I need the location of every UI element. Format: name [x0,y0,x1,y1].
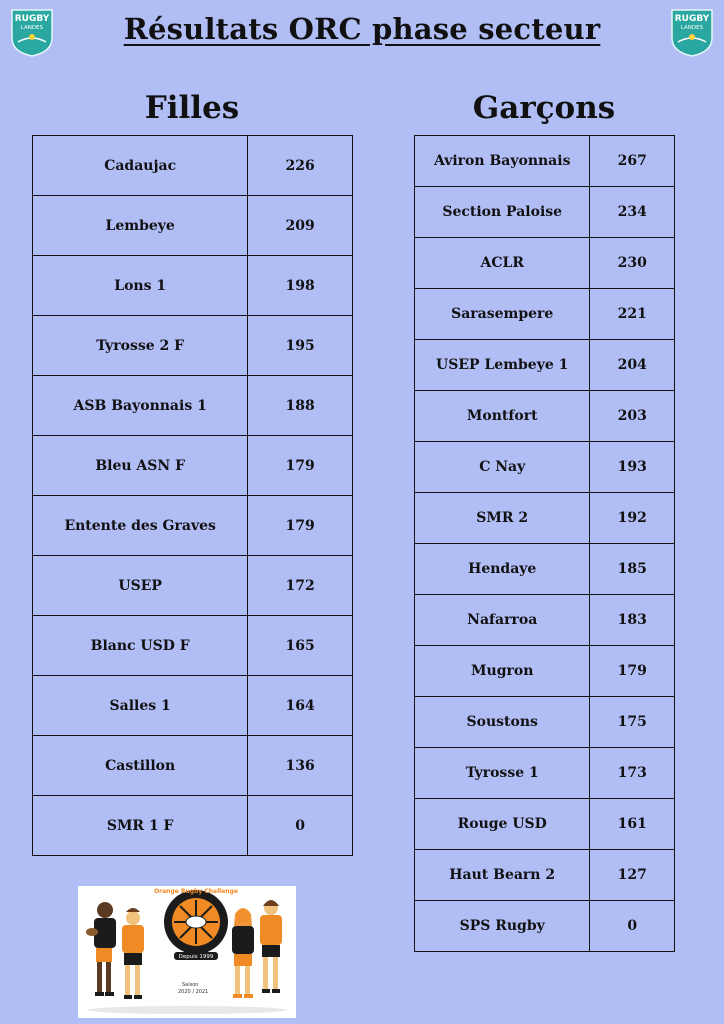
garcons-row [415,136,675,187]
team-score: 179 [248,496,353,556]
banner-brand: Orange Rugby Challenge [154,888,238,895]
team-score: 195 [248,316,353,376]
garcons-row [415,493,675,544]
team-score: 183 [590,595,675,646]
team-score: 188 [248,376,353,436]
filles-row [33,196,353,256]
rugby-landes-logo-right [668,8,716,58]
filles-row [33,256,353,316]
garcons-row [415,901,675,952]
team-name: Soustons [415,697,590,748]
team-name: Salles 1 [33,676,248,736]
team-name: SMR 1 F [33,796,248,856]
orc-banner-image [78,886,296,1018]
garcons-row [415,289,675,340]
garcons-row [415,799,675,850]
team-name: Aviron Bayonnais [415,136,590,187]
logo-text-line1: RUGBY [674,14,710,24]
filles-row [33,616,353,676]
team-score: 173 [590,748,675,799]
team-name: Section Paloise [415,187,590,238]
banner-season: 2020 / 2021 [178,989,209,995]
team-name: Blanc USD F [33,616,248,676]
logo-text-line2: LANDES [680,25,704,31]
garcons-row [415,697,675,748]
banner-season-label: Saison [182,982,199,988]
garcons-row [415,595,675,646]
filles-row [33,136,353,196]
team-name: ACLR [415,238,590,289]
team-name: SMR 2 [415,493,590,544]
team-score: 230 [590,238,675,289]
team-name: Castillon [33,736,248,796]
team-score: 234 [590,187,675,238]
filles-row [33,556,353,616]
team-score: 0 [248,796,353,856]
garcons-row [415,850,675,901]
team-score: 164 [248,676,353,736]
team-score: 221 [590,289,675,340]
team-score: 267 [590,136,675,187]
team-name: SPS Rugby [415,901,590,952]
team-score: 136 [248,736,353,796]
team-name: Lons 1 [33,256,248,316]
team-name: Tyrosse 1 [415,748,590,799]
team-score: 172 [248,556,353,616]
team-name: Tyrosse 2 F [33,316,248,376]
page-title: Résultats ORC phase secteur [123,12,601,46]
filles-row [33,436,353,496]
filles-row [33,316,353,376]
team-score: 161 [590,799,675,850]
filles-row [33,796,353,856]
filles-heading: Filles [144,90,240,126]
team-score: 185 [590,544,675,595]
logo-text-line2: LANDES [20,25,44,31]
team-name: C Nay [415,442,590,493]
garcons-row [415,544,675,595]
team-score: 0 [590,901,675,952]
filles-row [33,496,353,556]
team-name: Mugron [415,646,590,697]
team-name: Rouge USD [415,799,590,850]
garcons-row [415,187,675,238]
team-name: Hendaye [415,544,590,595]
team-score: 179 [590,646,675,697]
team-name: ASB Bayonnais 1 [33,376,248,436]
team-name: Bleu ASN F [33,436,248,496]
filles-row [33,676,353,736]
filles-row [33,736,353,796]
team-score: 198 [248,256,353,316]
team-name: Lembeye [33,196,248,256]
team-score: 127 [590,850,675,901]
team-score: 226 [248,136,353,196]
team-score: 209 [248,196,353,256]
banner-since: Depuis 1999 [178,954,214,960]
team-score: 192 [590,493,675,544]
garcons-row [415,646,675,697]
rugby-landes-logo-left [8,8,56,58]
team-name: Sarasempere [415,289,590,340]
team-name: Entente des Graves [33,496,248,556]
team-score: 175 [590,697,675,748]
garcons-row [415,340,675,391]
team-score: 179 [248,436,353,496]
garcons-row [415,442,675,493]
garcons-row [415,391,675,442]
team-name: USEP Lembeye 1 [415,340,590,391]
garcons-heading: Garçons [472,90,616,126]
team-name: Cadaujac [33,136,248,196]
team-name: Haut Bearn 2 [415,850,590,901]
team-name: USEP [33,556,248,616]
team-name: Nafarroa [415,595,590,646]
team-name: Montfort [415,391,590,442]
filles-row [33,376,353,436]
garcons-results-table [414,135,675,952]
filles-results-table [32,135,353,856]
logo-text-line1: RUGBY [14,14,50,24]
garcons-row [415,238,675,289]
team-score: 165 [248,616,353,676]
garcons-row [415,748,675,799]
team-score: 203 [590,391,675,442]
team-score: 193 [590,442,675,493]
team-score: 204 [590,340,675,391]
